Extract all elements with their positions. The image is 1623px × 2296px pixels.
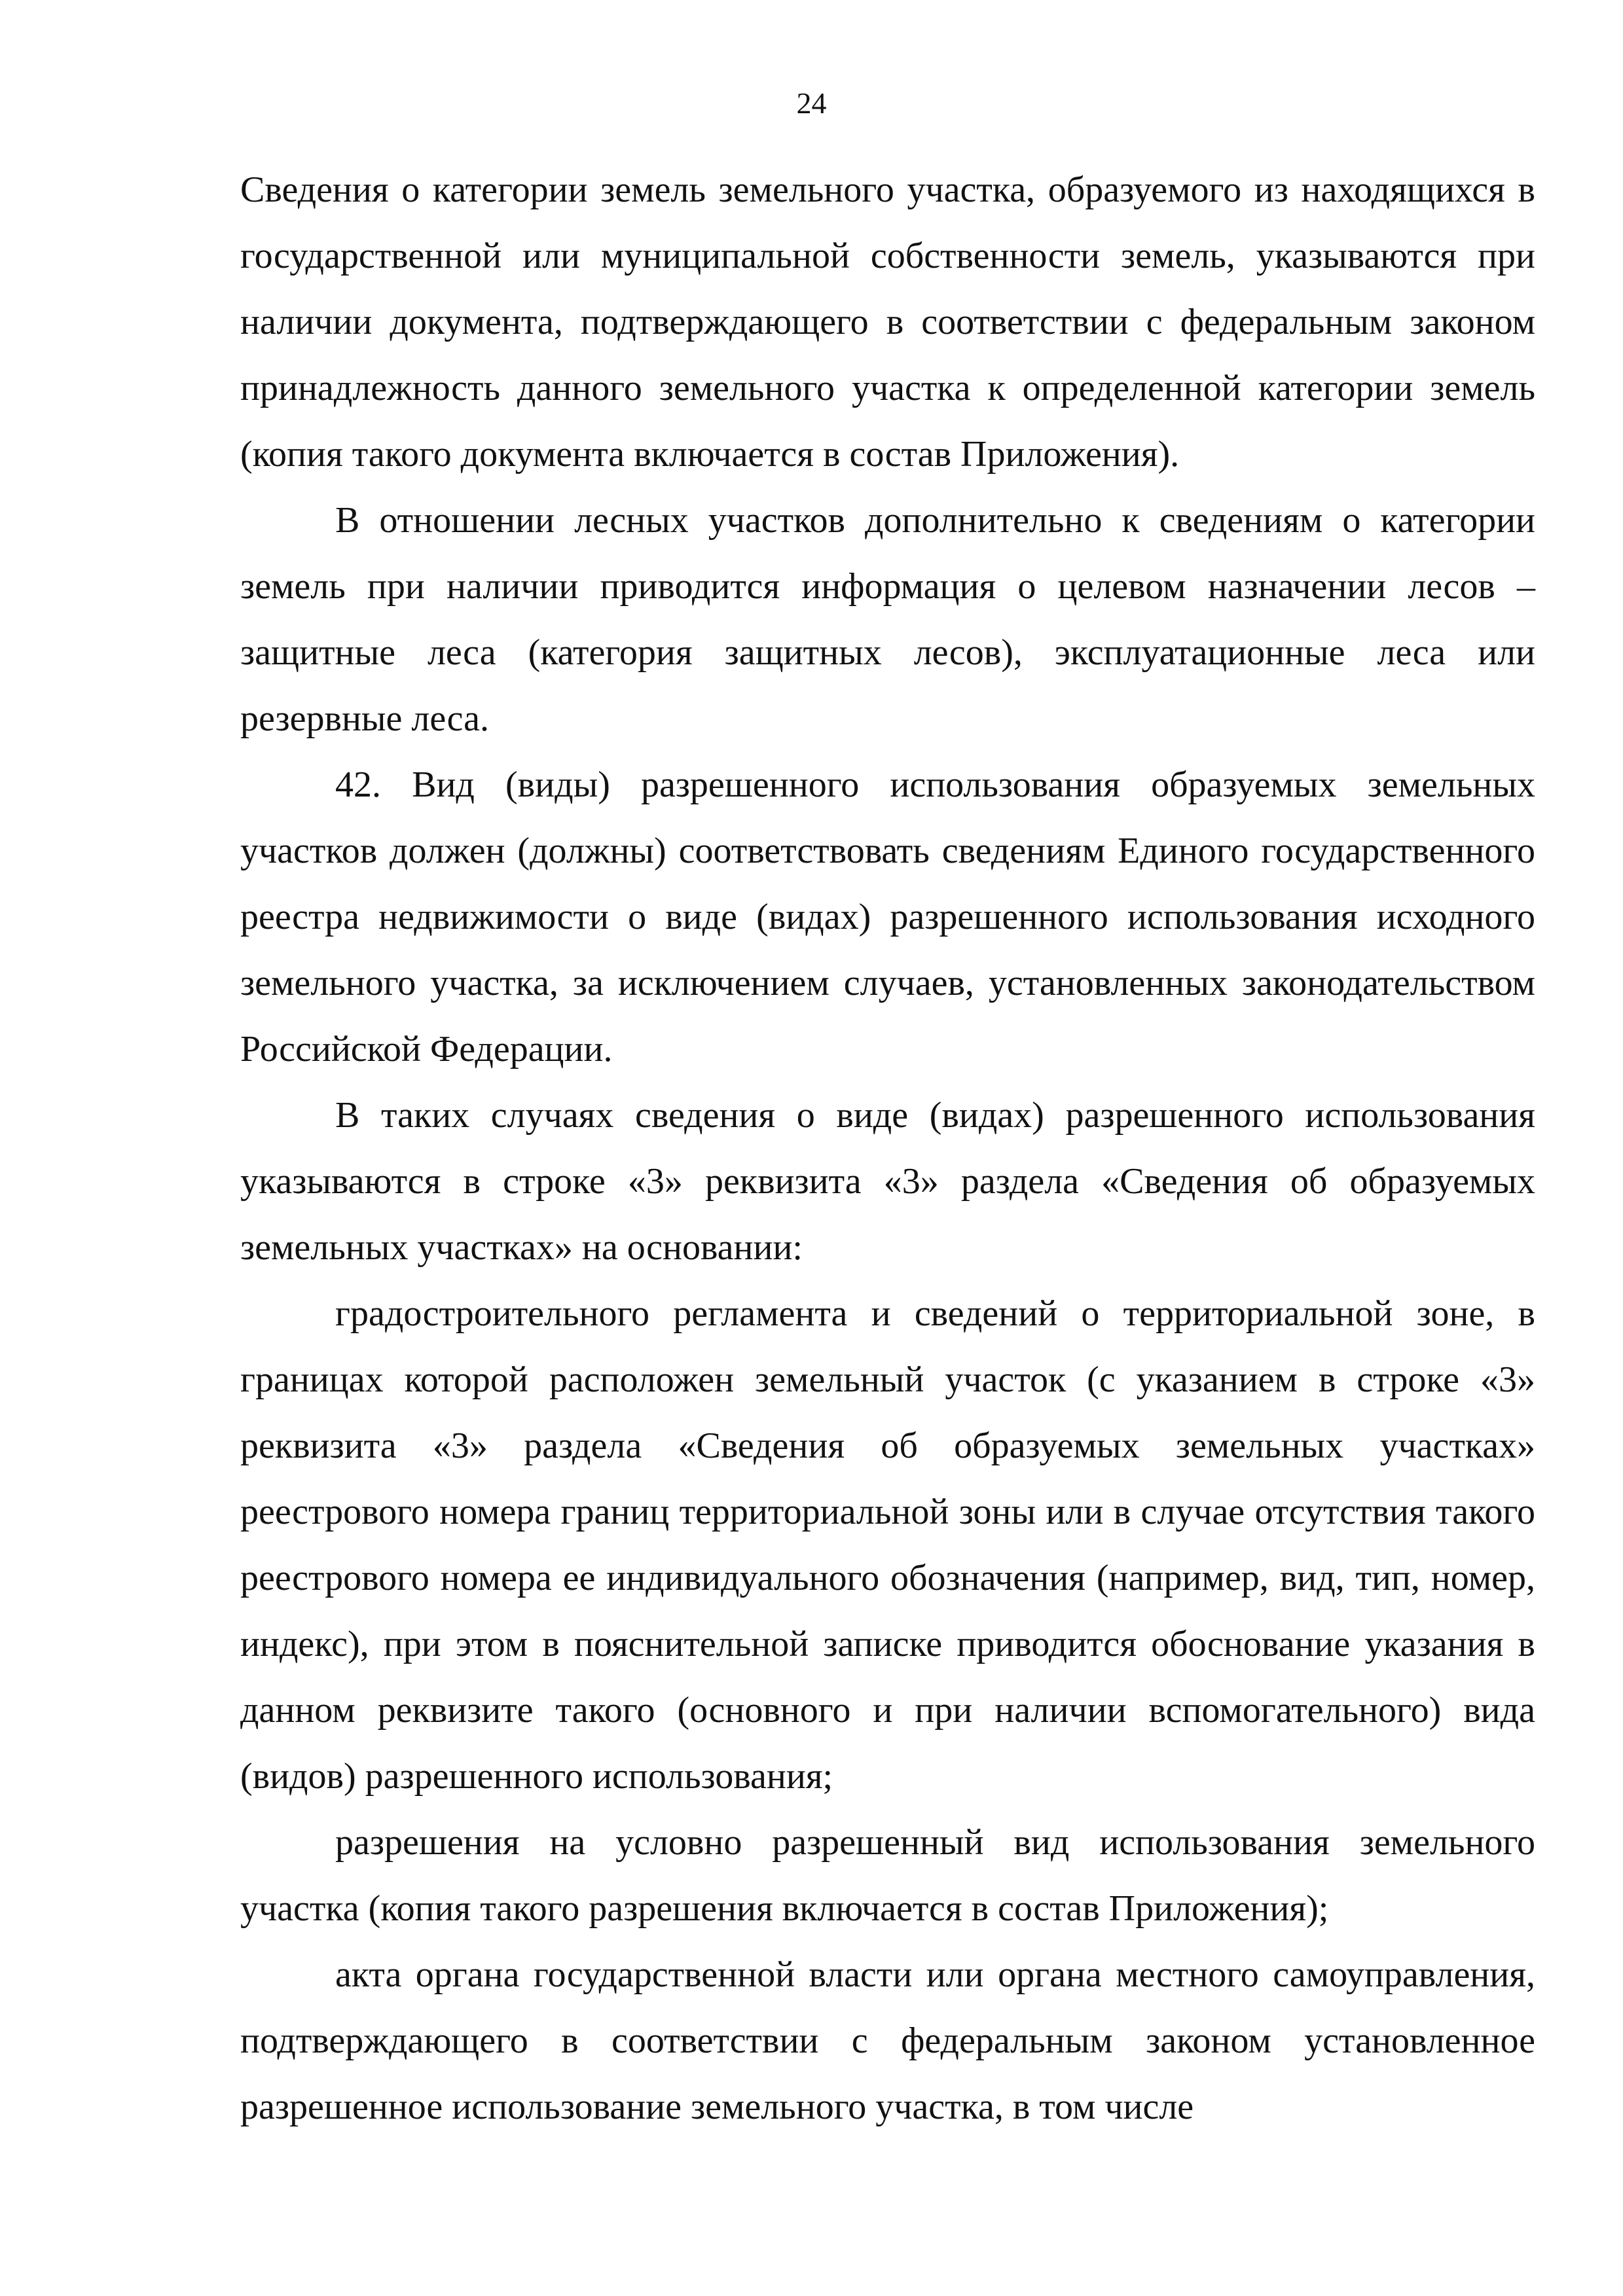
page-number: 24 [796,86,827,120]
paragraph-urban-regulation: градостроительного регламента и сведений о территориальной зоне, в границах которой расположен земельный участок (с указанием в строке «3» реквизита «3» раздела «Сведения об образуемых земельных участках» реестрового номера границ территориальной зоны или в случае отсутствия такого реестрового номера ее индивидуального обозначения (например, вид, тип, номер, индекс), при этом в пояснительной записке приводится обоснование указания в данном реквизите такого (основного и при наличии вспомогательного) вида (видов) разрешенного использования; [240,1293,1535,1797]
paragraph-forest-plots: В отношении лесных участков дополнительно к сведениям о категории земель при наличии приводится информация о целевом назначении лесов – защитные леса (категория защитных лесов), эксплуатационные леса или резервные леса. [240,500,1535,739]
paragraph-land-category: Сведения о категории земель земельного участка, образуемого из находящихся в государственной или муниципальной собственности земель, указываются при наличии документа, подтверждающего в соответствии с федеральным законом принадлежность данного земельного участка к определенной категории земель (копия такого документа включается в состав Приложения). [240,170,1535,475]
paragraph-item-42: 42. Вид (виды) разрешенного использования образуемых земельных участков должен (должны) соответствовать сведениям Единого государственного реестра недвижимости о виде (видах) разрешенного использования исходного земельного участка, за исключением случаев, установленных законодательством Российской Федерации. [240,764,1535,1069]
paragraph-such-cases: В таких случаях сведения о виде (видах) разрешенного использования указываются в строке «3» реквизита «3» раздела «Сведения об образуемых земельных участках» на основании: [240,1095,1535,1268]
paragraph-authority-act: акта органа государственной власти или органа местного самоуправления, подтверждающего в соответствии с федеральным законом установленное разрешенное использование земельного участка, в том числе [240,1954,1535,2127]
paragraph-conditional-permit: разрешения на условно разрешенный вид использования земельного участка (копия такого разрешения включается в состав Приложения); [240,1822,1535,1929]
page-body [240,157,1535,2140]
